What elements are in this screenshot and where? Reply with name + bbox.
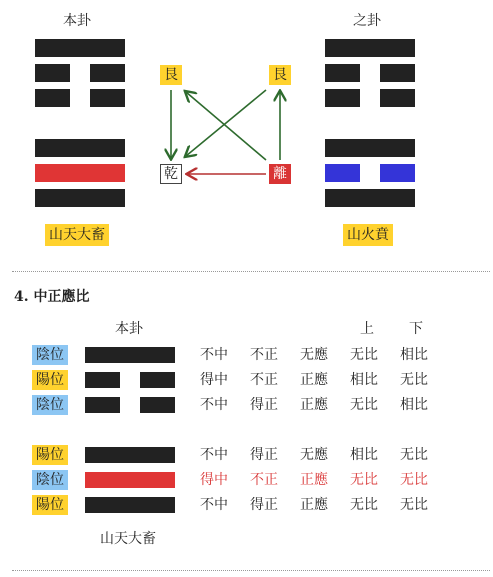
table-header-lower: 下 [409,321,423,337]
trigram-label-top-left: 艮 [160,65,182,85]
hexagram-name-label: 山天大畜 [100,531,156,547]
line-5-yin-left [35,64,70,82]
line-2-changing-yang [35,164,125,182]
position-tag: 陰位 [32,345,68,365]
trigram-label-top-right: 艮 [269,65,291,85]
line-6-yang [35,39,125,57]
line-5-yin-left [325,64,360,82]
trigram-label-bottom-right: 離 [269,164,291,184]
table-cell: 得中 [200,472,228,488]
original-hexagram-title: 本卦 [63,13,91,29]
line-2-yin-left [325,164,360,182]
table-cell: 无比 [350,397,378,413]
table-cell: 不中 [200,497,228,513]
table-cell: 正應 [300,372,328,388]
yang-line [85,497,175,513]
table-cell: 无比 [400,447,428,463]
table-cell: 正應 [300,497,328,513]
table-cell: 无比 [350,347,378,363]
table-cell: 不中 [200,347,228,363]
changed-hexagram-name: 山火賁 [343,224,393,246]
yin-line-left [85,372,120,388]
divider-top [12,271,490,272]
line-1-yang [35,189,125,207]
table-cell: 得中 [200,372,228,388]
yin-line-right [140,372,175,388]
yin-line-left [85,397,120,413]
table-cell: 无比 [400,497,428,513]
line-1-yang [325,189,415,207]
table-cell: 不正 [250,347,278,363]
trigram-label-bottom-left: 乾 [160,164,182,184]
line-4-yin-right [380,89,415,107]
line-5-yin-right [380,64,415,82]
divider-bottom [12,570,490,571]
table-cell: 无比 [350,472,378,488]
position-tag: 陰位 [32,470,68,490]
position-tag: 陽位 [32,370,68,390]
line-4-yin-left [325,89,360,107]
table-cell: 无比 [400,372,428,388]
yang-line [85,447,175,463]
table-cell: 相比 [400,397,428,413]
position-tag: 陰位 [32,395,68,415]
table-cell: 不中 [200,397,228,413]
line-5-yin-right [90,64,125,82]
line-6-yang [325,39,415,57]
table-cell: 正應 [300,397,328,413]
table-cell: 无比 [400,472,428,488]
original-hexagram-name: 山天大畜 [45,224,109,246]
trigram-arrows [150,50,310,190]
changing-yang-line [85,472,175,488]
arrow-top-right-to-bottom-left [186,90,266,156]
arrow-bottom-right-to-top-left [186,92,266,160]
table-header-hexagram: 本卦 [115,321,143,337]
changed-hexagram-title: 之卦 [353,13,381,29]
table-cell: 正應 [300,472,328,488]
table-cell: 不正 [250,472,278,488]
line-2-yin-right [380,164,415,182]
table-cell: 不正 [250,372,278,388]
table-cell: 得正 [250,447,278,463]
line-3-yang [325,139,415,157]
line-4-yin-left [35,89,70,107]
table-cell: 相比 [350,372,378,388]
table-cell: 相比 [400,347,428,363]
table-cell: 不中 [200,447,228,463]
table-cell: 无比 [350,497,378,513]
yang-line [85,347,175,363]
table-cell: 无應 [300,447,328,463]
section-title: 4. 中正應比 [14,289,90,305]
yin-line-right [140,397,175,413]
line-4-yin-right [90,89,125,107]
table-cell: 无應 [300,347,328,363]
line-3-yang [35,139,125,157]
position-tag: 陽位 [32,495,68,515]
table-cell: 得正 [250,497,278,513]
table-cell: 得正 [250,397,278,413]
table-cell: 相比 [350,447,378,463]
table-header-upper: 上 [360,321,374,337]
position-tag: 陽位 [32,445,68,465]
